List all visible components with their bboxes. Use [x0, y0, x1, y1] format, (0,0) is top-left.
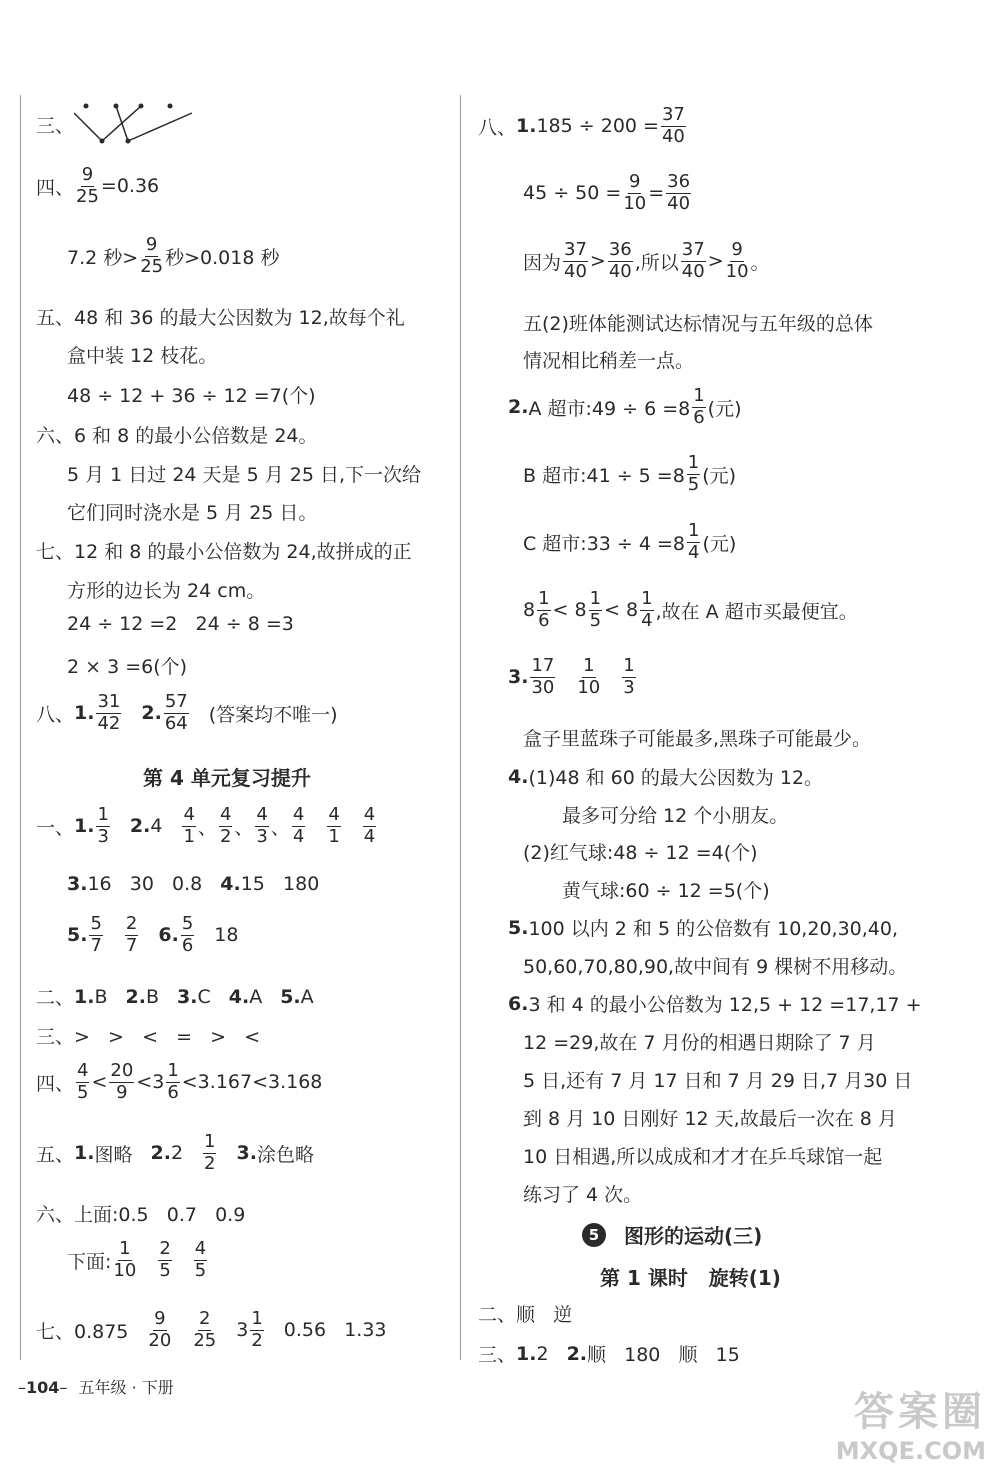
text: 9 [145, 234, 158, 255]
text: 2 [159, 1238, 171, 1259]
text: 答案圈 [854, 1389, 986, 1435]
text: 1 [183, 825, 195, 847]
text: 2. [150, 1142, 171, 1165]
text: 因为 [523, 251, 562, 274]
text: 3 [236, 1319, 249, 1342]
text: 40 [564, 260, 587, 282]
fraction [589, 590, 602, 631]
text: 9 [154, 1308, 166, 1329]
q8-6-line-4 [523, 1104, 897, 1131]
q8-2-line-2 [523, 454, 736, 495]
text: 5. [508, 916, 529, 939]
left-margin-rule [20, 95, 21, 1360]
fraction [109, 1062, 134, 1103]
text: B [145, 985, 160, 1008]
fraction [140, 236, 163, 277]
text: 七、0.875 [36, 1320, 129, 1343]
text: B 超市:41 ÷ 5 =8 [523, 464, 685, 487]
review-q1-line-3 [67, 915, 238, 956]
text: 2 [125, 913, 138, 934]
text: 二、顺 逆 [478, 1304, 573, 1326]
review-q6-line-2 [67, 1240, 209, 1281]
grade-label: 五年级 · 下册 [78, 1378, 174, 1397]
text: 1 [687, 452, 700, 473]
text: 100 以内 2 和 5 的公倍数有 10,20,30,40, [528, 918, 898, 940]
text: 2 [199, 1308, 211, 1329]
fraction [640, 590, 653, 631]
text: 1. [74, 985, 95, 1008]
text: 八、 [478, 116, 517, 139]
q8-2-line-4 [523, 590, 858, 631]
text: 9 [81, 164, 94, 185]
text: = [648, 182, 665, 205]
text: 57 [164, 691, 188, 712]
text: MXQE.COM [835, 1437, 986, 1465]
text: =0.36 [100, 175, 160, 198]
fraction [76, 166, 99, 207]
watermark-logo [836, 1380, 986, 1465]
q8-6-line-6 [523, 1180, 642, 1207]
fraction [148, 1310, 171, 1351]
text: 4 [363, 825, 376, 847]
fraction [96, 693, 121, 734]
q8-4-line-2 [562, 801, 788, 828]
text: 40 [681, 260, 705, 282]
q8-6-line-3 [523, 1066, 912, 1093]
q8-1-line-1 [478, 106, 688, 147]
text: 1. [516, 1342, 537, 1365]
text: C [197, 985, 211, 1008]
text: 37 [564, 239, 587, 260]
review-q3-line [36, 1022, 260, 1049]
text: 、 [197, 816, 217, 839]
text: (元) [702, 532, 737, 555]
text: 1 [251, 1308, 263, 1329]
text: 4. [228, 985, 250, 1008]
text: 10 [725, 260, 749, 282]
lesson-q3-line [478, 1340, 740, 1367]
text: 5 [589, 609, 602, 631]
q8-6-line-2 [523, 1028, 876, 1055]
text: 。 [750, 251, 770, 274]
text: A [249, 985, 263, 1008]
text: (答案均不唯一) [208, 703, 338, 726]
text: 3. [508, 666, 529, 689]
q7-line-4 [67, 652, 187, 679]
text: 45 ÷ 50 = [523, 182, 622, 205]
text: 4 [328, 804, 340, 825]
text: 25 [140, 255, 164, 277]
unit-title: 图形的运动(三) [624, 1224, 763, 1248]
text: 7 [125, 934, 138, 956]
text: 最多可分给 12 个小朋友。 [562, 805, 789, 827]
text: 3. [67, 873, 88, 895]
text: 它们同时浇水是 5 月 25 日。 [67, 502, 318, 524]
q5-line-1 [36, 303, 405, 330]
fraction [125, 915, 138, 956]
text: 6. [508, 992, 529, 1015]
q6-line-2 [67, 460, 421, 487]
q6-line-1 [36, 421, 318, 448]
text: 5. [280, 985, 301, 1008]
q8-2-line-3 [523, 522, 736, 563]
text: 5 [77, 1081, 89, 1103]
text: 40 [667, 192, 691, 214]
text: 、 [270, 816, 290, 839]
section-heading-unit4: 第 4 单元复习提升 [143, 766, 311, 790]
text: 4. [508, 765, 529, 788]
text: 情况相比稍差一点。 [523, 350, 695, 372]
text: 2. [129, 815, 151, 838]
text: 9 [731, 239, 743, 260]
text: 六、上面:0.5 0.7 0.9 [36, 1204, 246, 1226]
unit-5-heading [582, 1220, 762, 1249]
text: 24 ÷ 12 =2 24 ÷ 8 =3 [67, 613, 294, 635]
text: A 超市:49 ÷ 6 =8 [528, 397, 691, 420]
text: 顺 180 顺 15 [587, 1344, 740, 1366]
review-q4-line [36, 1062, 322, 1103]
text: 1. [516, 115, 537, 138]
fraction [158, 1240, 171, 1281]
text: 1 [589, 588, 602, 609]
lesson-heading: 第 1 课时 旋转(1) [600, 1266, 781, 1290]
review-q5-line [36, 1133, 314, 1174]
text: 4 [641, 609, 653, 631]
fraction [164, 693, 189, 734]
fraction [194, 1240, 207, 1281]
q6-line-3 [67, 498, 317, 525]
text: 10 [623, 192, 647, 214]
fraction [327, 806, 340, 847]
fraction [255, 806, 268, 847]
lesson-q2-line [478, 1300, 572, 1327]
text: 4 [363, 804, 376, 825]
text: 10 [113, 1259, 137, 1281]
text: 2 × 3 =6(个) [67, 656, 188, 678]
text: 25 [193, 1329, 217, 1351]
text: ,故在 A 超市买最便宜。 [655, 600, 858, 623]
text: 31 [97, 691, 121, 712]
text: 3 [97, 825, 109, 847]
fraction [681, 241, 706, 282]
text: 盒中装 12 枝花。 [67, 345, 218, 367]
text: 二、 [36, 987, 75, 1009]
fraction [726, 241, 749, 282]
text: 5 日,还有 7 月 17 日和 7 月 29 日,7 月30 日 [523, 1070, 913, 1092]
text: <3.167<3.168 [181, 1071, 323, 1094]
text: 50,60,70,80,90,故中间有 9 棵树不用移动。 [523, 956, 908, 978]
text: 185 ÷ 200 = [536, 115, 659, 138]
text: 6 [167, 1081, 179, 1103]
q8-5-line-1 [508, 914, 898, 941]
text: 2 [251, 1329, 263, 1351]
q8-1-line-3 [523, 241, 770, 282]
review-q7-line [36, 1310, 387, 1351]
text: 1 [688, 520, 700, 541]
text: 6 [538, 609, 550, 631]
text: 1. [74, 1142, 95, 1165]
text: 八、 [36, 703, 75, 726]
text: 7 [90, 934, 102, 956]
text: 下面: [67, 1250, 112, 1273]
text: 37 [681, 239, 705, 260]
fraction [113, 1240, 136, 1281]
text: 图略 [94, 1143, 133, 1166]
text: (1)48 和 60 的最大公因数为 12。 [528, 767, 824, 789]
q8-1-line-4 [523, 309, 873, 336]
text: 3. [236, 1142, 257, 1165]
q7-line-3 [67, 613, 294, 635]
fraction [76, 1062, 89, 1103]
q8-4-line-4 [562, 876, 770, 903]
text: 1. [74, 702, 95, 725]
fraction [666, 173, 691, 214]
text: C 超市:33 ÷ 4 =8 [523, 532, 686, 555]
fraction [622, 657, 635, 698]
text: 10 日相遇,所以成成和才才在乒乓球馆一起 [523, 1146, 883, 1168]
text: (元) [702, 464, 737, 487]
text: 3 [256, 825, 268, 847]
text: 0.56 1.33 [283, 1319, 387, 1342]
text: 2 [536, 1342, 549, 1365]
fraction [530, 657, 555, 698]
fraction [563, 241, 588, 282]
text: (2)红气球:48 ÷ 12 =4(个) [523, 842, 758, 864]
text: 一、 [36, 816, 75, 839]
text: (元) [707, 397, 742, 420]
fraction [687, 522, 700, 563]
text: 5 [181, 913, 194, 934]
fraction [166, 1062, 179, 1103]
text: 2. [141, 702, 162, 725]
text: <3 [136, 1071, 165, 1094]
q7-line-1 [36, 537, 412, 564]
text: 、 [234, 816, 254, 839]
text: > [589, 250, 606, 273]
fraction [608, 241, 633, 282]
text: 2 [219, 825, 232, 847]
q8-3-line-1 [508, 657, 638, 698]
text: < 8 [604, 599, 639, 622]
q8-3-line-2 [523, 724, 871, 751]
q8-line [36, 693, 338, 734]
text: 40 [608, 260, 632, 282]
text: 5 [90, 913, 102, 934]
text: 涂色略 [256, 1143, 314, 1166]
text: 5. [67, 924, 88, 947]
text: 3. [177, 985, 198, 1008]
fraction [250, 1310, 263, 1351]
text: 4 [150, 815, 163, 838]
text: 1 [204, 1131, 216, 1152]
text: A [300, 985, 314, 1008]
q8-6-line-5 [523, 1142, 882, 1169]
text: 四、 [36, 1072, 75, 1095]
text: 1 [538, 588, 550, 609]
q8-1-line-2 [523, 173, 693, 214]
text: 36 [667, 171, 691, 192]
text: 4 [194, 1238, 207, 1259]
fraction [692, 387, 705, 428]
text: 17 [531, 655, 555, 676]
text: 1 [328, 825, 340, 847]
q8-6-line-1 [508, 990, 922, 1017]
text: 5 [159, 1259, 171, 1281]
text: 1 [693, 385, 705, 406]
q8-5-line-2 [523, 952, 907, 979]
text: 4 [292, 804, 305, 825]
text: 1 [119, 1238, 131, 1259]
text: 16 30 0.8 [87, 873, 203, 895]
text: < 8 [552, 599, 587, 622]
text: 秒>0.018 秒 [165, 246, 280, 269]
text: 25 [76, 185, 99, 207]
text: 方形的边长为 24 cm。 [67, 580, 266, 602]
text: > [707, 250, 724, 273]
text: 48 ÷ 12 + 36 ÷ 12 =7(个) [67, 385, 316, 407]
text: 37 [661, 104, 685, 125]
text: 40 [661, 125, 685, 147]
text: 10 [577, 676, 601, 698]
text: 1 [641, 588, 653, 609]
fraction [193, 1310, 216, 1351]
text: 15 180 [240, 873, 320, 895]
text: 五、 [36, 1143, 75, 1166]
text: 4 [77, 1060, 89, 1081]
text: 2. [125, 985, 146, 1008]
text: 6 [693, 406, 705, 428]
fraction [292, 806, 305, 847]
text: 5 [687, 473, 700, 495]
text: 12 =29,故在 7 月份的相遇日期除了 7 月 [523, 1032, 876, 1054]
text: 5 月 1 日过 24 天是 5 月 25 日,下一次给 [67, 464, 422, 486]
text: 4 [688, 541, 700, 563]
text: B [94, 985, 108, 1008]
text: 练习了 4 次。 [523, 1184, 643, 1206]
text: 9 [629, 171, 641, 192]
page-number: 104 [26, 1378, 60, 1397]
matching-answer [36, 103, 194, 145]
text: 7.2 秒> [67, 246, 139, 269]
text: 七、12 和 8 的最小公倍数为 24,故拼成的正 [36, 541, 412, 563]
text: 2 [170, 1142, 184, 1165]
text: 2. [566, 1342, 588, 1365]
q7-line-2 [67, 576, 265, 603]
text: 盒子里蓝珠子可能最多,黑珠子可能最少。 [523, 728, 872, 750]
fraction [96, 806, 109, 847]
text: 六、6 和 8 的最小公倍数是 24。 [36, 425, 318, 447]
text: 20 [148, 1329, 172, 1351]
fraction [219, 806, 232, 847]
text: 4 [219, 804, 232, 825]
text: 4. [220, 873, 241, 895]
text: 1. [74, 815, 95, 838]
q4-line-2 [67, 236, 279, 277]
q5-line-2 [67, 341, 217, 368]
text: 1 [167, 1060, 179, 1081]
text: 3 和 4 的最小公倍数为 12,5 + 12 =17,17 + [528, 994, 922, 1016]
text: 64 [164, 712, 188, 734]
q3-label: 三、 [36, 114, 75, 137]
page-footer: –104– 五年级 · 下册 [18, 1378, 174, 1397]
fraction [203, 1133, 216, 1174]
review-q2-line [36, 983, 314, 1010]
text: 黄气球:60 ÷ 12 =5(个) [562, 880, 770, 902]
text: 42 [97, 712, 121, 734]
text: 2 [204, 1152, 216, 1174]
text: 五、48 和 36 的最大公因数为 12,故每个礼 [36, 307, 405, 329]
q8-1-line-5 [523, 346, 694, 373]
text: 9 [116, 1081, 128, 1103]
right-margin-rule [460, 95, 461, 1360]
text: 3 [623, 676, 635, 698]
text: 4 [183, 804, 195, 825]
text: ,所以 [634, 251, 679, 274]
text: 三、 [478, 1344, 517, 1366]
text: 1 [583, 655, 595, 676]
review-q1-line-2 [67, 873, 319, 895]
text: 5 [194, 1259, 207, 1281]
q4-line-1 [36, 166, 159, 207]
text: 20 [110, 1060, 134, 1081]
text: 4 [292, 825, 305, 847]
fraction [661, 106, 686, 147]
q8-4-line-3 [523, 838, 758, 865]
review-q6-line-1 [36, 1200, 245, 1227]
fraction [577, 657, 600, 698]
text: 8 [523, 599, 536, 622]
text: 1 [623, 655, 635, 676]
matching-lines-diagram [74, 103, 194, 145]
fraction [181, 915, 194, 956]
q8-2-line-1 [508, 387, 742, 428]
text: 36 [608, 239, 632, 260]
q5-line-3 [67, 381, 316, 408]
fraction [89, 915, 102, 956]
q8-4-line-1 [508, 763, 823, 790]
text: 6. [158, 924, 179, 947]
review-q1-line-1 [36, 806, 378, 847]
text: 4 [256, 804, 268, 825]
unit-number-badge: 5 [582, 1223, 606, 1247]
text: 到 8 月 10 日刚好 12 天,故最后一次在 8 月 [523, 1108, 897, 1130]
text: 三、> > < = > < [36, 1026, 261, 1048]
text: 18 [214, 924, 239, 947]
fraction [363, 806, 376, 847]
text: 6 [181, 934, 194, 956]
text: 1 [97, 804, 109, 825]
text: 四、 [36, 176, 75, 199]
fraction [182, 806, 195, 847]
text: < [91, 1071, 108, 1094]
text: 30 [531, 676, 555, 698]
text: 五(2)班体能测试达标情况与五年级的总体 [523, 313, 873, 335]
fraction [537, 590, 550, 631]
text: 2. [508, 396, 529, 419]
fraction [687, 454, 700, 495]
fraction [623, 173, 646, 214]
